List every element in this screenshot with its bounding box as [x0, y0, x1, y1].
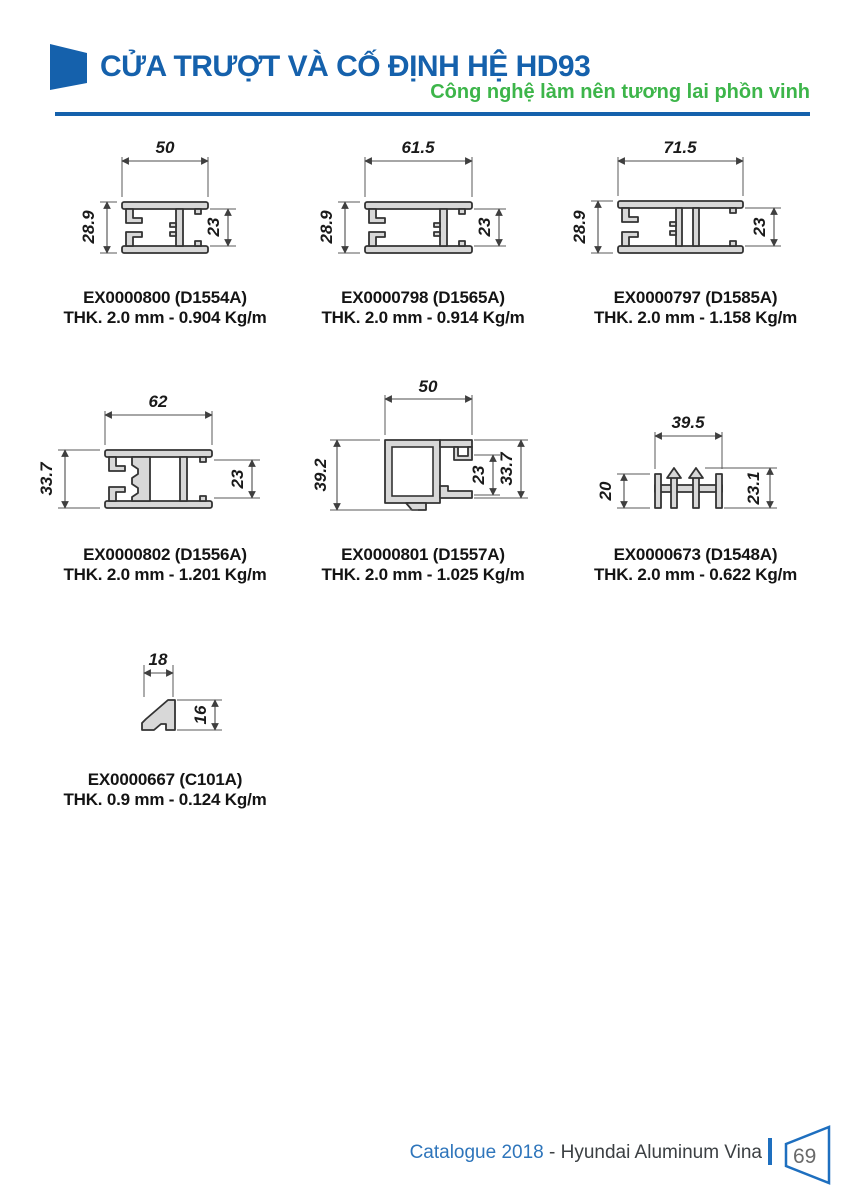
- dimension-width: [618, 138, 743, 196]
- dim-width-label: 62: [148, 392, 168, 411]
- dimension-right-height: [204, 209, 236, 246]
- profile-drawing-ex0000798: [288, 135, 558, 285]
- dim-left-label: 28.9: [570, 210, 589, 244]
- profile-spec: THK. 2.0 mm - 0.904 Kg/m: [63, 308, 267, 327]
- dim-right-label: 23: [204, 217, 223, 237]
- profile-code: EX0000801 (D1557A): [341, 545, 505, 564]
- dimension-left-height: [317, 202, 360, 253]
- profile-caption: [288, 288, 558, 328]
- profile-drawing-ex0000797: [553, 135, 838, 285]
- dim-right-label: 23: [475, 217, 494, 237]
- profile-card-ex0000667: [30, 635, 300, 815]
- profile-code: EX0000797 (D1585A): [613, 288, 778, 307]
- dim-width-label: 71.5: [663, 138, 697, 157]
- profile-caption: [553, 288, 838, 328]
- profile-drawing-ex0000673: [553, 385, 838, 545]
- profile-code: EX0000800 (D1554A): [83, 288, 247, 307]
- profile-spec: THK. 2.0 mm - 0.622 Kg/m: [593, 565, 798, 584]
- dim-right-label: 23.1: [744, 471, 763, 505]
- dim-width-label: 61.5: [401, 138, 435, 157]
- dim-right-label: 23: [228, 469, 247, 489]
- dim-left-label: 39.2: [311, 458, 330, 492]
- profile-shape: [122, 202, 208, 253]
- profile-card-ex0000673: [553, 385, 838, 600]
- header-flag-icon: [50, 42, 88, 92]
- footer-tick-bar: [768, 1138, 772, 1165]
- flag-shape: [50, 44, 87, 90]
- profile-card-ex0000798: [288, 135, 558, 335]
- dimension-left-height: [79, 202, 117, 253]
- profile-drawing-ex0000801: [288, 377, 558, 545]
- dim-right-label: 23: [750, 217, 769, 237]
- footer-company-label: - Hyundai Aluminum Vina: [543, 1142, 762, 1163]
- footer-text: [410, 1142, 762, 1164]
- dimension-width: [365, 138, 472, 197]
- profile-shape: [618, 201, 743, 253]
- dimension-right-height: [745, 208, 781, 246]
- dim-left-label: 28.9: [79, 210, 98, 244]
- dimension-width: [144, 650, 173, 697]
- page-title: CỬA TRƯỢT VÀ CỐ ĐỊNH HỆ HD93: [100, 50, 591, 83]
- dimension-right-height: [177, 700, 222, 730]
- dim-width-label: 50: [418, 377, 438, 396]
- dimension-width: [105, 392, 212, 445]
- profile-code: EX0000802 (D1556A): [83, 545, 247, 564]
- profile-spec: THK. 2.0 mm - 1.025 Kg/m: [321, 565, 525, 584]
- header-divider: [55, 112, 810, 116]
- profile-caption: [288, 545, 558, 585]
- profile-caption: [30, 545, 300, 585]
- dimension-width: [655, 413, 722, 469]
- profile-shape: [385, 440, 472, 510]
- profile-caption: [30, 288, 300, 328]
- profile-spec: THK. 2.0 mm - 1.201 Kg/m: [63, 565, 267, 584]
- profile-shape: [365, 202, 472, 253]
- dim-width-label: 39.5: [671, 413, 705, 432]
- page-slogan: Công nghệ làm nên tương lai phồn vinh: [430, 81, 810, 103]
- profile-code: EX0000667 (C101A): [87, 770, 243, 789]
- dim-inner-right-label: 23: [469, 465, 488, 485]
- footer-catalogue-label: Catalogue 2018: [409, 1142, 544, 1163]
- dim-width-label: 18: [148, 650, 168, 669]
- dimension-left-height: [37, 450, 100, 508]
- dim-right-label: 33.7: [497, 452, 516, 486]
- profile-shape: [105, 450, 212, 508]
- profile-drawing-ex0000667: [30, 635, 300, 770]
- profile-caption: [30, 770, 300, 810]
- dim-left-label: 28.9: [317, 210, 336, 244]
- dim-width-label: 50: [155, 138, 175, 157]
- dimension-left-height: [570, 201, 613, 253]
- profile-drawing-ex0000802: [30, 385, 300, 545]
- dimension-inner-right-height: [469, 455, 500, 495]
- profile-drawing-ex0000800: [30, 135, 300, 285]
- page-number: 69: [793, 1145, 817, 1168]
- dim-left-label: 20: [596, 481, 615, 501]
- dimension-left-height: [596, 474, 650, 508]
- profile-spec: THK. 0.9 mm - 0.124 Kg/m: [63, 790, 267, 809]
- profile-card-ex0000801: [288, 377, 558, 600]
- profile-spec: THK. 2.0 mm - 0.914 Kg/m: [321, 308, 525, 327]
- profile-card-ex0000800: [30, 135, 300, 335]
- profile-shape: [142, 700, 175, 730]
- profile-code: EX0000673 (D1548A): [613, 545, 778, 564]
- footer-page-frame-icon: [780, 1120, 840, 1190]
- dim-right-label: 16: [191, 705, 210, 725]
- dimension-right-height: [214, 460, 260, 498]
- profile-code: EX0000798 (D1565A): [341, 288, 505, 307]
- profile-shape: [655, 468, 722, 508]
- dimension-width: [385, 377, 472, 435]
- dimension-width: [122, 138, 208, 197]
- profile-caption: [553, 545, 838, 585]
- profile-spec: THK. 2.0 mm - 1.158 Kg/m: [593, 308, 798, 327]
- profile-card-ex0000802: [30, 385, 300, 600]
- dim-left-label: 33.7: [37, 462, 56, 496]
- profile-card-ex0000797: [553, 135, 838, 335]
- dimension-right-height: [474, 209, 506, 246]
